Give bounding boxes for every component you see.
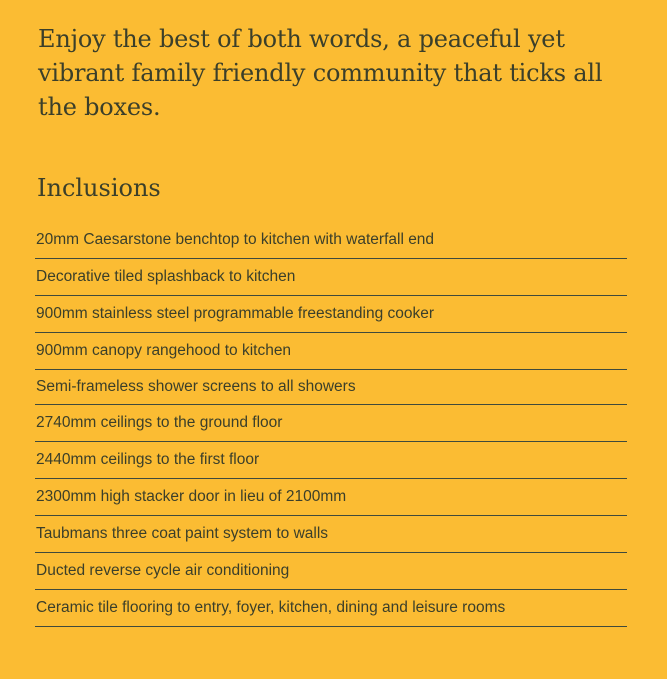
inclusion-item: 900mm canopy rangehood to kitchen: [35, 333, 627, 370]
inclusion-item: 2440mm ceilings to the first floor: [35, 442, 627, 479]
inclusions-list: [35, 222, 627, 627]
inclusion-item: Ducted reverse cycle air conditioning: [35, 553, 627, 590]
inclusion-item: 900mm stainless steel programmable freestanding cooker: [35, 296, 627, 333]
inclusion-item: Taubmans three coat paint system to walls: [35, 516, 627, 553]
inclusion-item: Semi-frameless shower screens to all showers: [35, 370, 627, 405]
intro-text: Enjoy the best of both words, a peaceful yet vibrant family friendly community that ticks all the boxes.: [38, 25, 603, 121]
inclusion-item: 2740mm ceilings to the ground floor: [35, 405, 627, 442]
inclusion-item: 2300mm high stacker door in lieu of 2100mm: [35, 479, 627, 516]
inclusion-item: Ceramic tile flooring to entry, foyer, kitchen, dining and leisure rooms: [35, 590, 627, 627]
inclusion-item: Decorative tiled splashback to kitchen: [35, 259, 627, 296]
inclusions-heading: Inclusions: [37, 174, 161, 202]
inclusion-item: 20mm Caesarstone benchtop to kitchen with waterfall end: [35, 222, 627, 259]
